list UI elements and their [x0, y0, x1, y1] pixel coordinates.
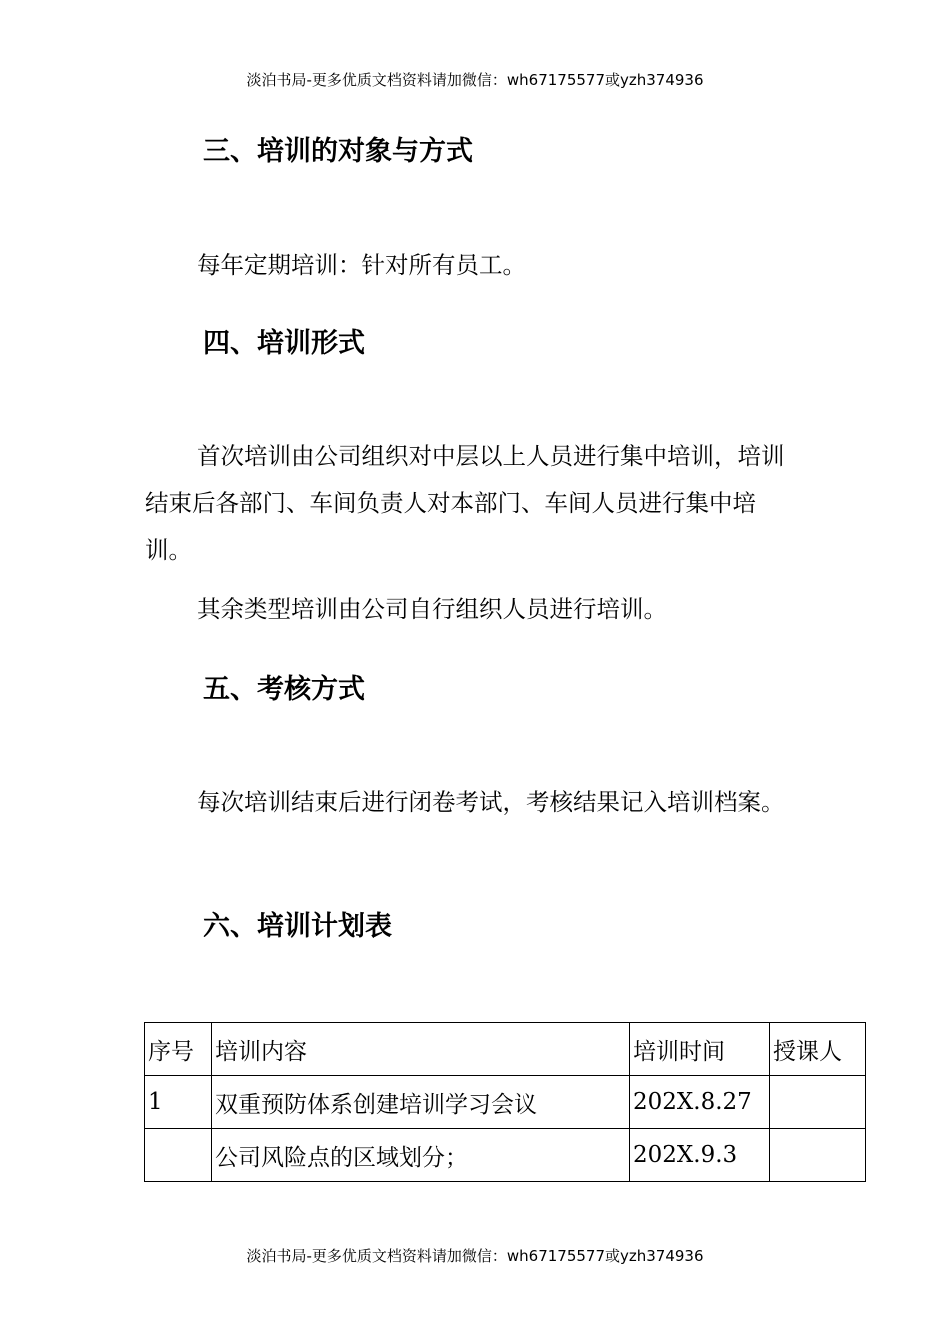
section-5-paragraph-1: 每次培训结束后进行闭卷考试，考核结果记入培训档案。 — [197, 788, 785, 816]
section-5-heading: 五、考核方式 — [203, 674, 365, 705]
header-cell-instructor: 授课人 — [770, 1023, 866, 1076]
section-4-paragraph-1: 首次培训由公司组织对中层以上人员进行集中培训，培训结束后各部门、车间负责人对本部门、车间人员进行集中培训。 — [145, 442, 785, 564]
header-cell-index: 序号 — [145, 1023, 212, 1076]
cell-content: 双重预防体系创建培训学习会议 — [212, 1076, 630, 1129]
section-4-heading: 四、培训形式 — [203, 328, 365, 359]
cell-index — [145, 1129, 212, 1182]
training-plan-table — [144, 1022, 866, 1182]
section-4-paragraph-2: 其余类型培训由公司自行组织人员进行培训。 — [197, 595, 667, 623]
header-cell-content: 培训内容 — [212, 1023, 630, 1076]
cell-instructor — [770, 1129, 866, 1182]
table-header-row — [145, 1023, 866, 1076]
section-3-paragraph-1: 每年定期培训：针对所有员工。 — [197, 251, 526, 279]
cell-time: 202X.9.3 — [630, 1129, 770, 1182]
page-header: 淡泊书局-更多优质文档资料请加微信：wh67175577或yzh374936 — [246, 71, 704, 89]
header-cell-time: 培训时间 — [630, 1023, 770, 1076]
table-row — [145, 1076, 866, 1129]
page-footer: 淡泊书局-更多优质文档资料请加微信：wh67175577或yzh374936 — [246, 1247, 704, 1265]
section-6-heading: 六、培训计划表 — [203, 911, 392, 942]
section-3-heading: 三、培训的对象与方式 — [203, 136, 473, 167]
cell-time: 202X.8.27 — [630, 1076, 770, 1129]
cell-content: 公司风险点的区域划分； — [212, 1129, 630, 1182]
table-row — [145, 1129, 866, 1182]
cell-instructor — [770, 1076, 866, 1129]
cell-index: 1 — [145, 1076, 212, 1129]
